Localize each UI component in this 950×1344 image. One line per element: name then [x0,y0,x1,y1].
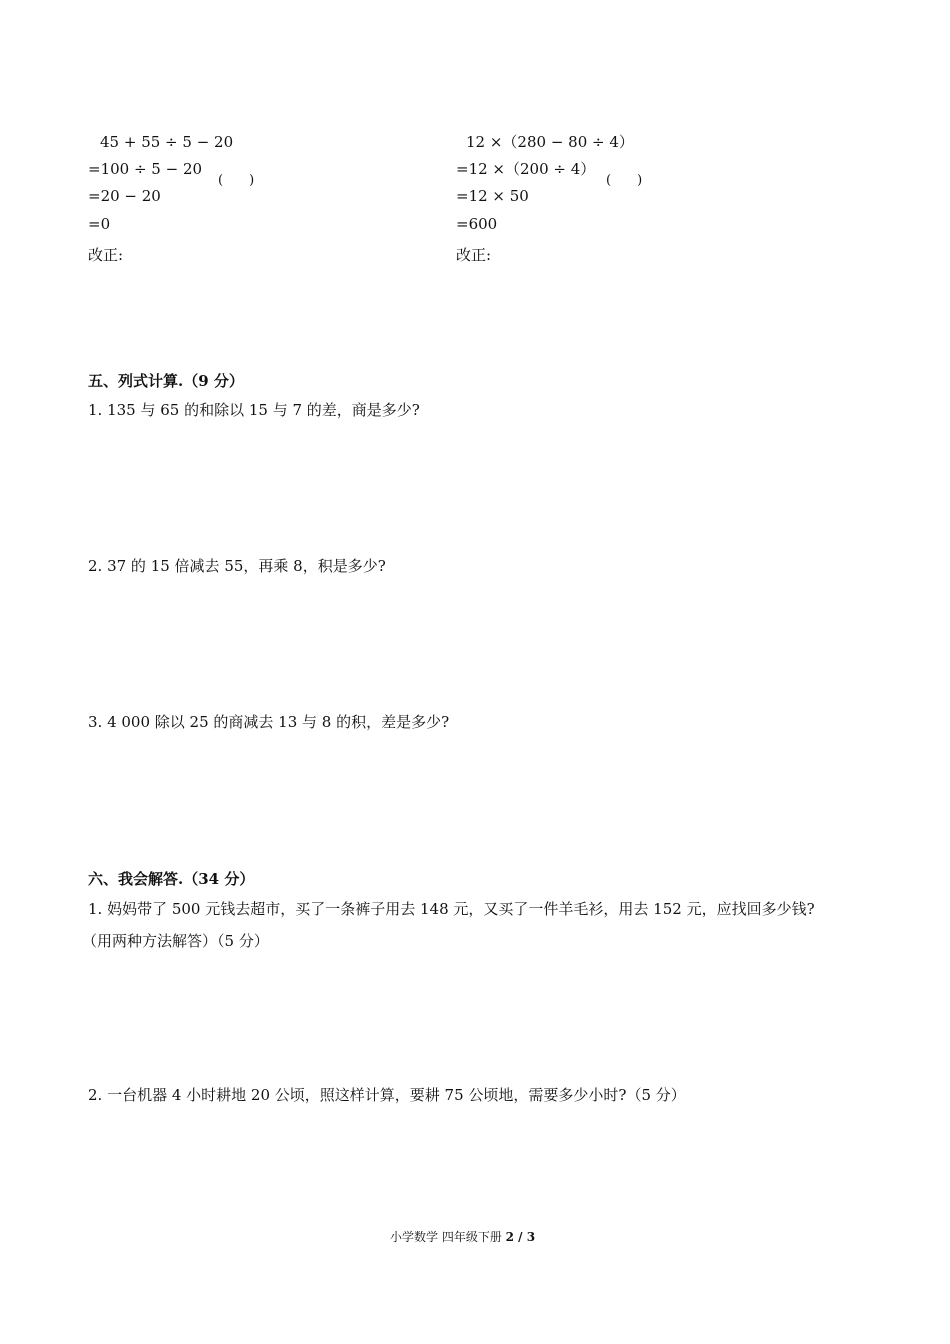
right-problem-line-3: =12 × 50 [456,187,529,205]
footer-page-number: 2 / 3 [505,1230,536,1244]
section-5-question-3: 3. 4 000 除以 25 的商减去 13 与 8 的积，差是多少? [88,713,450,731]
left-problem-line-4: =0 [88,215,111,233]
right-problem-line-4: =600 [456,215,498,233]
left-problem-line-1: 45 + 55 ÷ 5 − 20 [100,133,234,151]
page-footer [390,1228,535,1245]
right-correction-label: 改正: [456,246,492,264]
left-judge-blank[interactable]: ( ) [218,173,255,188]
section-6-question-1-line-1: 1. 妈妈带了 500 元钱去超市，买了一条裤子用去 148 元，又买了一件羊毛衫，用去 152 元，应找回多少钱? [88,900,815,918]
section-5-question-1: 1. 135 与 65 的和除以 15 与 7 的差，商是多少? [88,401,420,419]
section-6-question-1-line-2: （用两种方法解答）（5 分） [82,932,269,950]
left-problem-line-3: =20 − 20 [88,187,161,205]
section-5-question-2: 2. 37 的 15 倍减去 55，再乘 8，积是多少? [88,557,386,575]
section-6-question-2: 2. 一台机器 4 小时耕地 20 公顷，照这样计算，要耕 75 公顷地，需要多少小时?（5 分） [88,1086,686,1104]
section-6-title: 六、我会解答.（34 分） [88,870,255,888]
left-correction-label: 改正: [88,246,124,264]
right-problem-line-1: 12 ×（280 − 80 ÷ 4） [466,133,634,151]
footer-subject: 小学数学 四年级下册 [390,1230,502,1244]
right-judge-blank[interactable]: ( ) [606,173,643,188]
left-problem-line-2: =100 ÷ 5 − 20 [88,160,203,178]
section-5-title: 五、列式计算.（9 分） [88,372,244,390]
right-problem-line-2: =12 ×（200 ÷ 4） [456,160,596,178]
